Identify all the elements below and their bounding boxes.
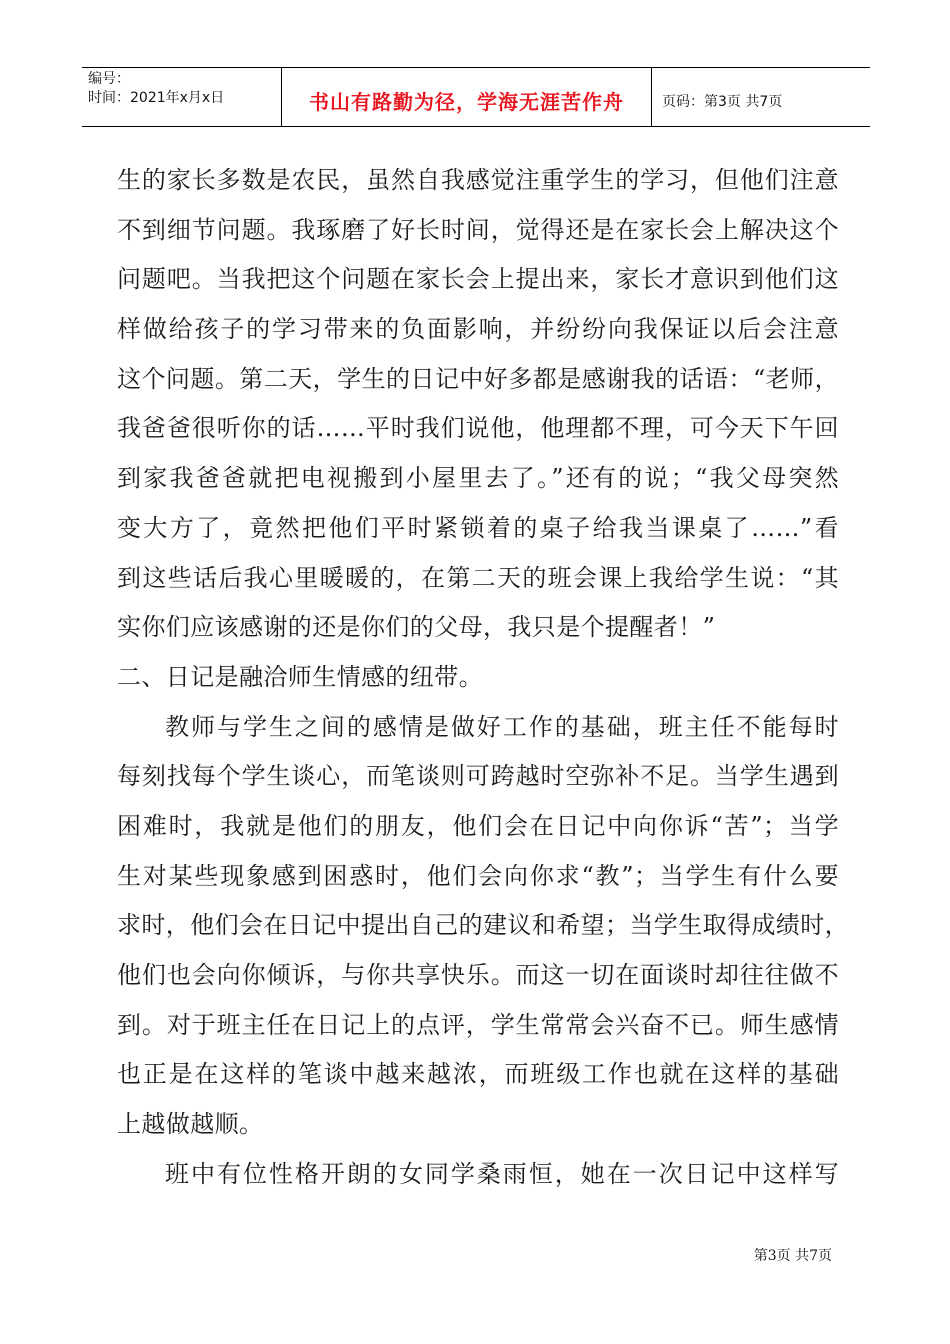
body-line: 生的家长多数是农民，虽然自我感觉注重学生的学习，但他们注意 — [117, 166, 839, 194]
page-header — [82, 67, 870, 127]
section-heading: 二、日记是融洽师生情感的纽带。 — [117, 662, 483, 691]
body-line: 实你们应该感谢的还是你们的父母，我只是个提醒者！” — [117, 613, 716, 642]
body-line: 他们也会向你倾诉，与你共享快乐。而这一切在面谈时却往往做不 — [117, 961, 839, 989]
body-line: 困难时，我就是他们的朋友，他们会在日记中向你诉“苦”；当学 — [117, 811, 839, 840]
body-line: 到这些话后我心里暖暖的，在第二天的班会课上我给学生说：“其 — [117, 563, 839, 592]
body-line: 教师与学生之间的感情是做好工作的基础，班主任不能每时 — [165, 712, 839, 741]
document-time-label: 时间：2021年x月x日 — [88, 90, 225, 106]
body-line: 生对某些现象感到困惑时，他们会向你求“教”；当学生有什么要 — [117, 861, 839, 890]
header-meta — [82, 68, 282, 126]
body-line: 这个问题。第二天，学生的日记中好多都是感谢我的话语：“老师， — [117, 364, 839, 393]
body-line: 班中有位性格开朗的女同学桑雨恒，她在一次日记中这样写 — [165, 1159, 839, 1188]
body-line: 也正是在这样的笔谈中越来越浓，而班级工作也就在这样的基础 — [117, 1060, 839, 1089]
document-body — [117, 156, 849, 1199]
body-line: 问题吧。当我把这个问题在家长会上提出来，家长才意识到他们这 — [117, 265, 839, 294]
body-line: 我爸爸很听你的话……平时我们说他，他理都不理，可今天下午回 — [117, 414, 839, 443]
body-line: 到家我爸爸就把电视搬到小屋里去了。”还有的说；“我父母突然 — [117, 464, 839, 493]
body-line: 求时，他们会在日记中提出自己的建议和希望；当学生取得成绩时， — [117, 911, 849, 940]
body-line: 样做给孩子的学习带来的负面影响，并纷纷向我保证以后会注意 — [117, 315, 839, 344]
body-line: 每刻找每个学生谈心，而笔谈则可跨越时空弥补不足。当学生遇到 — [117, 762, 839, 791]
page-footer: 第3页 共7页 — [753, 1248, 832, 1264]
body-line: 变大方了，竟然把他们平时紧锁着的桌子给我当课桌了……”看 — [117, 513, 839, 542]
body-line: 不到细节问题。我琢磨了好长时间，觉得还是在家长会上解决这个 — [117, 215, 839, 244]
body-line: 到。对于班主任在日记上的点评，学生常常会兴奋不已。师生感情 — [117, 1010, 839, 1039]
header-motto: 书山有路勤为径，学海无涯苦作舟 — [282, 68, 652, 126]
header-page-number: 页码：第3页 共7页 — [662, 94, 783, 110]
document-number-label: 编号： — [88, 71, 130, 87]
body-line: 上越做越顺。 — [117, 1110, 264, 1139]
